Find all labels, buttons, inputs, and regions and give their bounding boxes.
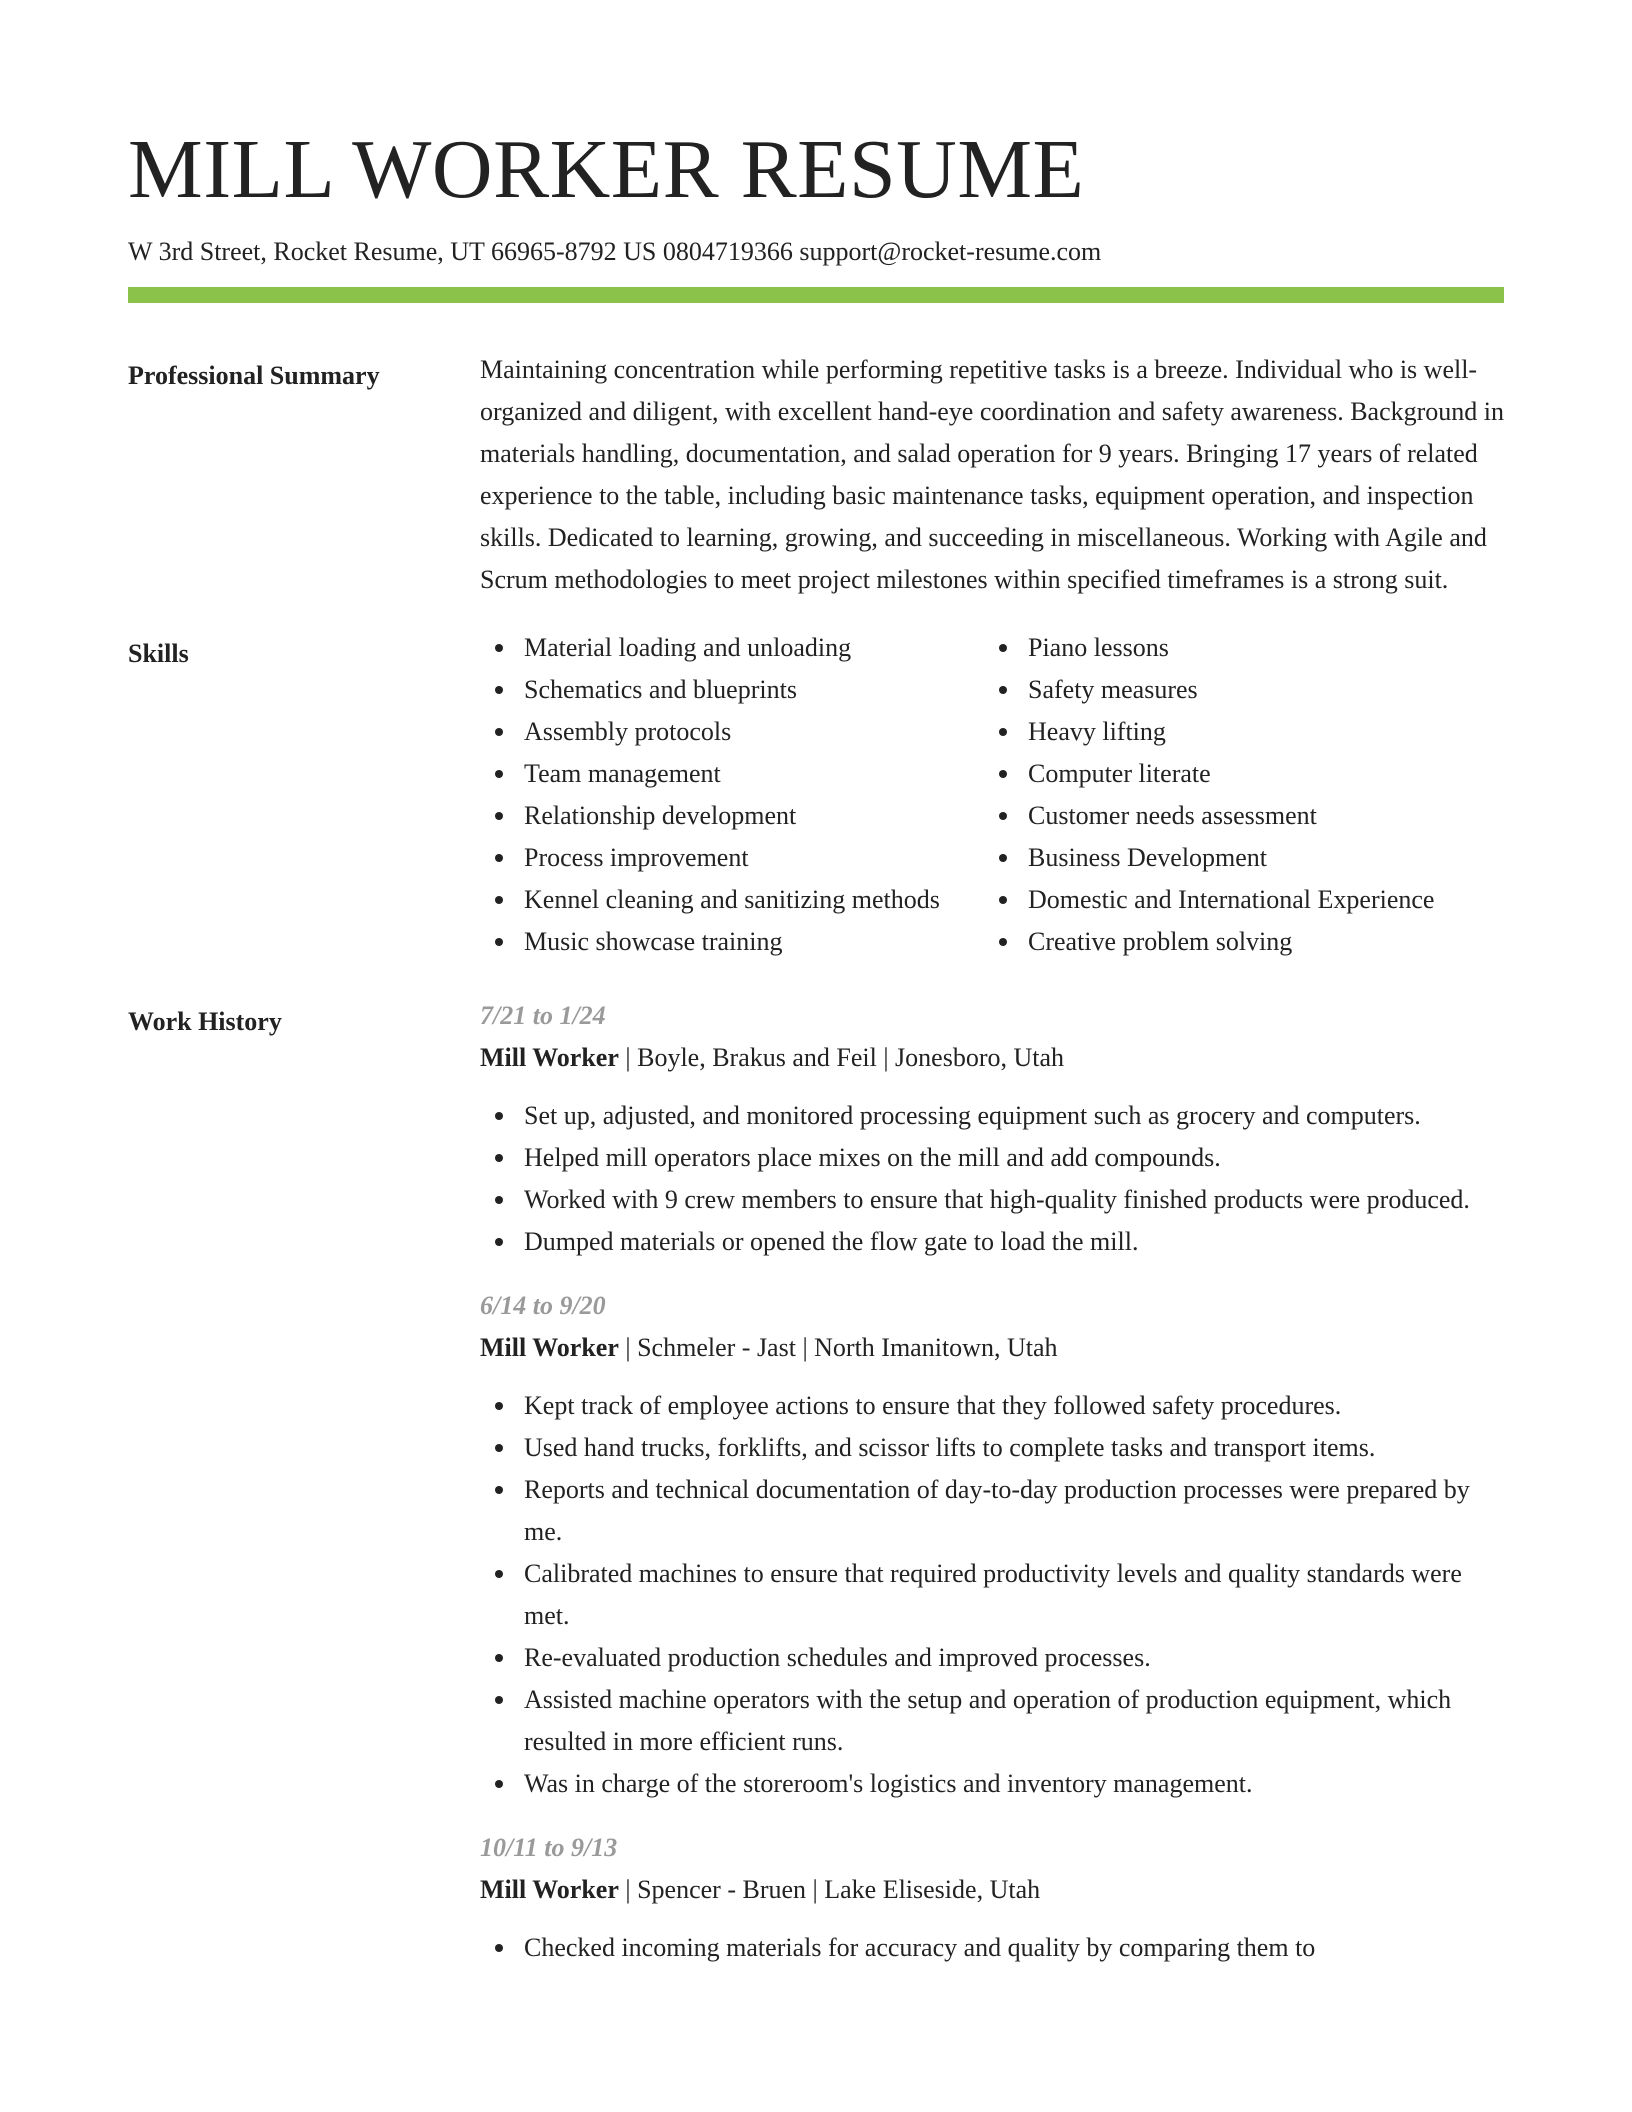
skill-item: Business Development [984,837,1434,879]
job-bullet-list [480,1927,1504,1969]
skills-grid [480,633,1504,963]
job-bullet: Set up, adjusted, and monitored processing equipment such as grocery and computers. [480,1095,1504,1137]
summary-text: Maintaining concentration while performing repetitive tasks is a breeze. Individual who is well-organized and diligent, with excellent hand-eye coordination and safety awareness. Background in materials handling, documentation, and salad operation for 9 years. Bringing 17 years of related experience to the table, including basic maintenance tasks, equipment operation, and inspection skills. Dedicated to learning, growing, and succeeding in miscellaneous. Working with Agile and Scrum methodologies to meet project milestones within specified timeframes is a strong suit. [480,355,1505,595]
job-title: Mill Worker [480,1875,619,1905]
work-history-body [480,1001,1504,1991]
job-dates: 7/21 to 1/24 [480,1001,606,1031]
job-heading [480,1327,1504,1369]
skill-item: Team management [480,753,984,795]
job-bullet: Calibrated machines to ensure that required productivity levels and quality standards were met. [480,1553,1504,1637]
job-bullet-list [480,1095,1504,1263]
job-employer-location: | Boyle, Brakus and Feil | Jonesboro, Utah [618,1043,1065,1073]
job-bullet-list [480,1385,1504,1805]
section-heading-skills: Skills [128,639,189,669]
accent-divider [128,287,1504,303]
job-bullet: Worked with 9 crew members to ensure that high-quality finished products were produced. [480,1179,1504,1221]
skills-list-left [480,627,984,963]
skill-item: Schematics and blueprints [480,669,984,711]
job-bullet: Helped mill operators place mixes on the mill and add compounds. [480,1137,1504,1179]
job-heading [480,1037,1504,1079]
contact-address: W 3rd Street, Rocket Resume, UT 66965-8792 US [128,237,657,266]
skill-item: Relationship development [480,795,984,837]
job-employer-location: | Schmeler - Jast | North Imanitown, Utah [618,1333,1058,1363]
skill-item: Assembly protocols [480,711,984,753]
job-entry [480,1827,1504,1969]
summary-body [480,355,1504,601]
contact-line [128,236,1504,267]
skill-item: Kennel cleaning and sanitizing methods [480,879,984,921]
contact-email: support@rocket-resume.com [799,237,1102,266]
skill-item: Piano lessons [984,627,1434,669]
job-heading [480,1869,1504,1911]
job-employer-location: | Spencer - Bruen | Lake Eliseside, Utah [618,1875,1041,1905]
skill-item: Creative problem solving [984,921,1434,963]
section-heading-work-history: Work History [128,1007,282,1037]
skill-item: Safety measures [984,669,1434,711]
skill-item: Customer needs assessment [984,795,1434,837]
skill-item: Domestic and International Experience [984,879,1434,921]
skill-item: Process improvement [480,837,984,879]
job-entry [480,995,1504,1263]
contact-phone: 0804719366 [662,237,793,266]
job-dates: 10/11 to 9/13 [480,1833,618,1863]
resume-title: MILL WORKER RESUME [128,123,1085,216]
job-title: Mill Worker [480,1333,619,1363]
job-bullet: Re-evaluated production schedules and improved processes. [480,1637,1504,1679]
skill-item: Heavy lifting [984,711,1434,753]
job-bullet: Assisted machine operators with the setup and operation of production equipment, which resulted in more efficient runs. [480,1679,1504,1763]
section-heading-summary: Professional Summary [128,361,380,391]
job-bullet: Dumped materials or opened the flow gate to load the mill. [480,1221,1504,1263]
job-entry [480,1285,1504,1805]
skills-section [128,633,1504,963]
skill-item: Material loading and unloading [480,627,984,669]
job-title: Mill Worker [480,1043,619,1073]
summary-section [128,355,1504,601]
job-dates: 6/14 to 9/20 [480,1291,606,1321]
job-bullet: Used hand trucks, forklifts, and scissor lifts to complete tasks and transport items. [480,1427,1504,1469]
skill-item: Music showcase training [480,921,984,963]
job-bullet: Checked incoming materials for accuracy and quality by comparing them to [480,1927,1504,1969]
job-bullet: Kept track of employee actions to ensure that they followed safety procedures. [480,1385,1504,1427]
skill-item: Computer literate [984,753,1434,795]
skills-list-right [984,627,1434,963]
job-bullet: Reports and technical documentation of day-to-day production processes were prepared by me. [480,1469,1504,1553]
work-history-section [128,1001,1504,1991]
job-bullet: Was in charge of the storeroom's logistics and inventory management. [480,1763,1504,1805]
